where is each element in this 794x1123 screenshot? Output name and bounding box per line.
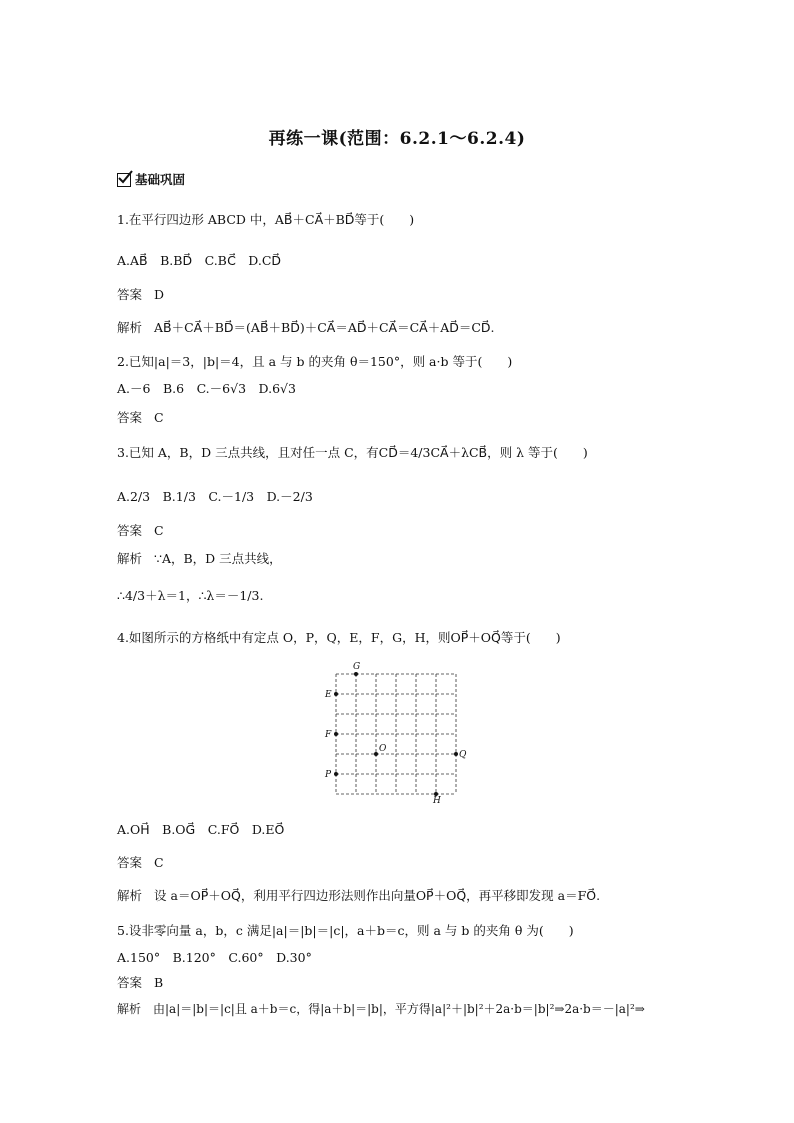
question-2-answer (117, 410, 164, 426)
grid-diagram (318, 660, 478, 805)
point-o (374, 752, 378, 756)
question-3-options: A.2/3 B.1/3 C.－1/3 D.－2/3 (117, 489, 313, 504)
point-e (334, 692, 338, 696)
question-3-answer (117, 523, 164, 539)
section-heading (117, 172, 185, 188)
label-h: H (433, 796, 441, 805)
question-3: 3.已知 A，B，D 三点共线，且对任一点 C，有CD⃗＝4/3CA⃗＋λCB⃗，则 λ 等于( ) (117, 445, 588, 460)
label-o: O (379, 744, 387, 754)
analysis-text: 由|a|＝|b|＝|c|且 a＋b＝c，得|a＋b|＝|b|，平方得|a|²＋|b|²＋2a·b＝|b|²⇒2a·b＝－|a|²⇒ (153, 1002, 645, 1016)
grid-figure (318, 660, 478, 808)
analysis-label: 解析 (117, 888, 143, 903)
question-1-answer (117, 287, 164, 303)
analysis-label: 解析 (117, 1002, 142, 1016)
question-3-analysis (117, 551, 282, 567)
question-4-analysis (117, 888, 600, 904)
answer-label: 答案 (117, 975, 143, 990)
point-p (334, 772, 338, 776)
analysis-label: 解析 (117, 551, 143, 566)
question-3-analysis-2: ∴4/3＋λ＝1，∴λ＝－1/3. (117, 588, 264, 603)
analysis-text: AB⃗＋CA⃗＋BD⃗＝(AB⃗＋BD⃗)＋CA⃗＝AD⃗＋CA⃗＝CA⃗＋AD⃗＝CD⃗. (154, 320, 495, 335)
question-4: 4.如图所示的方格纸中有定点 O，P，Q，E，F，G，H，则OP⃗＋OQ⃗等于( ) (117, 630, 561, 645)
analysis-text-1: ∵A，B，D 三点共线， (154, 551, 282, 566)
answer-label: 答案 (117, 855, 143, 870)
analysis-text: 设 a＝OP⃗＋OQ⃗，利用平行四边形法则作出向量OP⃗＋OQ⃗，再平移即发现 a＝FO⃗. (154, 888, 601, 903)
answer-value: B (154, 975, 164, 990)
question-1-analysis (117, 320, 495, 336)
point-q (454, 752, 458, 756)
question-1-options: A.AB⃗ B.BD⃗ C.BC⃗ D.CD⃗ (117, 253, 282, 268)
label-e: E (325, 690, 332, 700)
page-title: 再练一课(范围：6.2.1～6.2.4) (268, 129, 526, 149)
label-q: Q (459, 750, 467, 760)
point-g (354, 672, 358, 676)
label-p: P (325, 770, 332, 780)
question-5-analysis (117, 1002, 645, 1018)
question-4-options: A.OH⃗ B.OG⃗ C.FO⃗ D.EO⃗ (117, 822, 285, 837)
label-g: G (353, 662, 361, 672)
answer-value: D (154, 287, 165, 302)
label-f: F (325, 730, 332, 740)
answer-label: 答案 (117, 287, 143, 302)
answer-label: 答案 (117, 523, 143, 538)
question-1: 1.在平行四边形 ABCD 中，AB⃗＋CA⃗＋BD⃗等于( ) (117, 212, 415, 227)
answer-value: C (154, 523, 164, 538)
answer-value: C (154, 410, 164, 425)
analysis-label: 解析 (117, 320, 143, 335)
point-f (334, 732, 338, 736)
question-2-options: A.－6 B.6 C.－6√3 D.6√3 (117, 381, 296, 396)
checkbox-icon (117, 173, 131, 187)
question-2: 2.已知|a|＝3，|b|＝4，且 a 与 b 的夹角 θ＝150°，则 a·b 等于( ) (117, 354, 513, 369)
question-4-answer (117, 855, 164, 871)
section-title: 基础巩固 (135, 172, 186, 187)
answer-value: C (154, 855, 164, 870)
question-5: 5.设非零向量 a，b，c 满足|a|＝|b|＝|c|，a＋b＝c，则 a 与 b 的夹角 θ 为( ) (117, 923, 574, 938)
answer-label: 答案 (117, 410, 143, 425)
question-5-answer (117, 975, 163, 991)
question-5-options: A.150° B.120° C.60° D.30° (117, 950, 312, 965)
